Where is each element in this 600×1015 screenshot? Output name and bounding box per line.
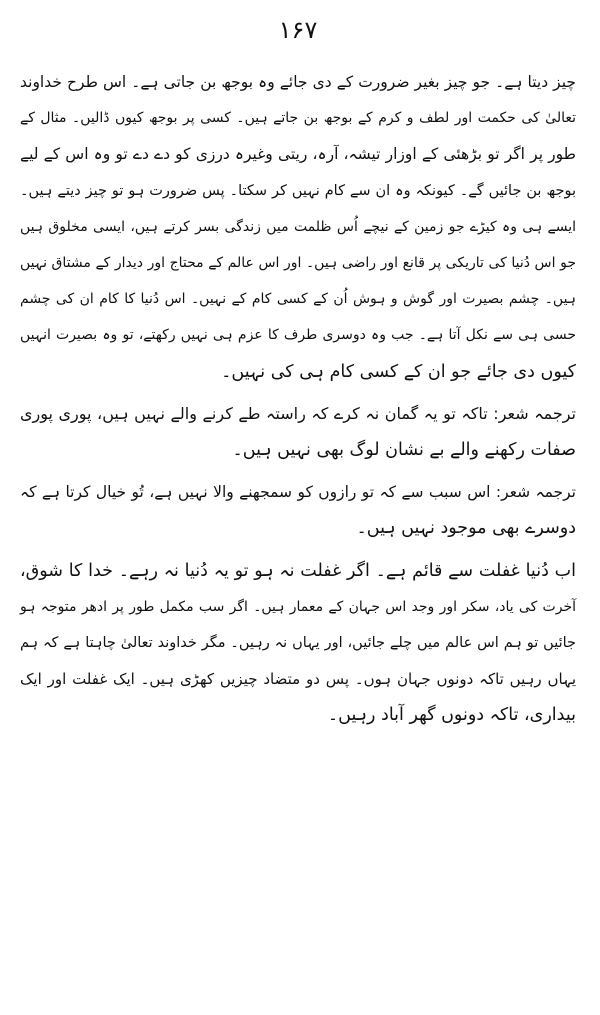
verse-translation — [20, 474, 576, 546]
text-line: ترجمہ شعر: تاکہ تو یہ گمان نہ کرے کہ راستہ طے کرنے والے نہیں ہیں، پوری پوری — [20, 403, 576, 423]
text-line: چیز دیتا ہے۔ جو چیز بغیر ضرورت کے دی جائے وہ بوجھ بن جاتی ہے۔ اس طرح خداوند — [20, 73, 576, 91]
text-line: آخرت کی یاد، سکر اور وجد اس جہان کے معمار ہیں۔ اگر سب مکمل طور پر ادھر متوجہ ہو — [20, 598, 576, 615]
text-line: صفات رکھنے والے بے نشان لوگ بھی نہیں ہیں۔ — [232, 440, 576, 461]
text-line: بوجھ بن جائیں گے۔ کیونکہ وہ ان سے کام نہیں کر سکتا۔ پس ضرورت ہو تو چیز دیتے ہیں۔ — [20, 182, 576, 199]
paragraph — [20, 64, 576, 390]
text-line: کیوں دی جائے جو ان کے کسی کام ہی کی نہیں۔ — [221, 361, 576, 382]
paragraph — [20, 553, 576, 734]
text-line: حسی ہی سے نکل آتا ہے۔ جب وہ دوسری طرف کا عزم ہی نہیں رکھتے، تو وہ بصیرت انہیں — [20, 327, 576, 344]
text-line: جو اس دُنیا کی تاریکی پر قانع اور راضی ہیں۔ اور اس عالم کے محتاج اور دیدار کے مشتاق نہیں — [20, 255, 576, 272]
verse-translation — [20, 396, 576, 468]
text-line: ہیں۔ چشم بصیرت اور گوش و ہوش اُن کے کسی کام کے نہیں۔ اس دُنیا کا کام ان کی چشم — [20, 291, 576, 308]
text-line: یہاں رہیں تاکہ دونوں جہان ہوں۔ پس دو متضاد چیزیں کھڑی ہیں۔ ایک غفلت اور ایک — [20, 670, 576, 689]
page-number: ۱۶۷ — [278, 16, 318, 44]
text-line: دوسرے بھی موجود نہیں ہیں۔ — [356, 518, 576, 539]
text-line: بیداری، تاکہ دونوں گھر آباد رہیں۔ — [327, 705, 576, 726]
text-line: اب دُنیا غفلت سے قائم ہے۔ اگر غفلت نہ ہو تو یہ دُنیا نہ رہے۔ خدا کا شوق، — [20, 560, 576, 581]
text-line: تعالیٰ کی حکمت اور لطف و کرم کے بوجھ بن جاتے ہیں۔ کسی پر بوجھ کیوں ڈالیں۔ مثال کے — [20, 110, 576, 127]
text-line: ترجمہ شعر: اس سبب سے کہ تو رازوں کو سمجھنے والا نہیں ہے، تُو خیال کرتا ہے کہ — [20, 483, 576, 502]
text-line: طور پر اگر تو بڑھئی کے اوزار تیشہ، آرہ، ریتی وغیرہ درزی کو دے دے تو وہ اس کے لیے — [20, 145, 576, 164]
text-line: جائیں تو ہم اس عالم میں چلے جائیں، اور یہاں نہ رہیں۔ مگر خداوند تعالیٰ چاہتا ہے کہ ہم — [20, 635, 576, 652]
text-line: ایسے ہی وہ کیڑے جو زمین کے نیچے اُس ظلمت میں زندگی بسر کرتے ہیں، ایسی مخلوق ہیں — [20, 218, 576, 235]
